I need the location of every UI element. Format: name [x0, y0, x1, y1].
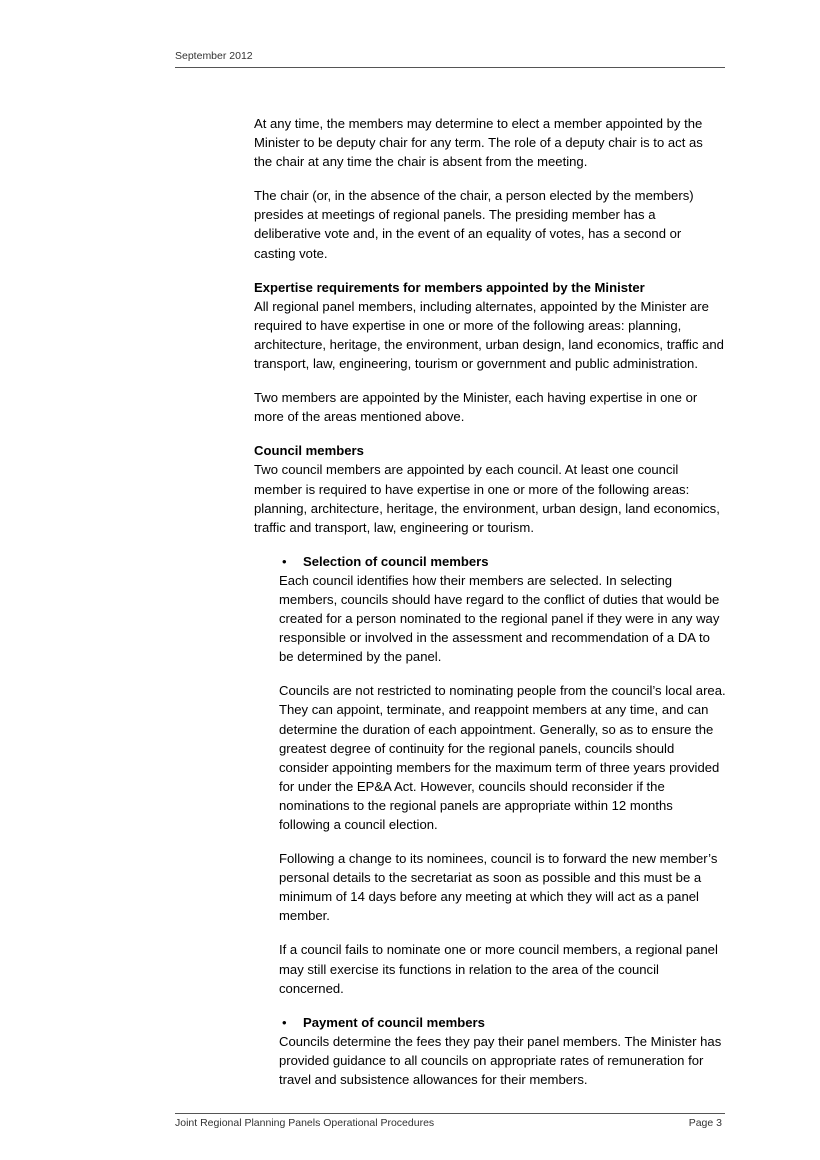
paragraph-expertise: All regional panel members, including alternates, appointed by the Minister are required to have expertise in one or more of the following areas: planning, architecture, heritage, the environment, urban design, land economics, traffic and transport, law, engineering, tourism or government and public administration. [254, 298, 724, 372]
paragraph-two-members: Two members are appointed by the Minister, each having expertise in one or more of the areas mentioned above. [254, 390, 698, 425]
heading-payment-label: Payment of council members [303, 1014, 485, 1030]
heading-council-members: Council members [254, 443, 364, 459]
paragraph-selection-4: If a council fails to nominate one or more council members, a regional panel may still exercise its functions in relation to the area of the council concerned. [279, 942, 718, 996]
heading-payment [278, 1013, 727, 1032]
heading-selection [278, 552, 727, 571]
paragraph-payment: Councils determine the fees they pay their panel members. The Minister has provided guidance to all councils on appropriate rates of remuneration for travel and subsistence allowances for their members. [279, 1033, 722, 1088]
paragraph-council-members: Two council members are appointed by each council. At least one council member is required to have expertise in one or more of the following areas: planning, architecture, heritage, the environment, urban design, land economics, traffic and transport, law, engineering or tourism. [254, 462, 720, 535]
payment-block [279, 1013, 727, 1089]
subsection-selection [279, 552, 727, 1089]
heading-expertise: Expertise requirements for members appointed by the Minister [254, 279, 645, 295]
paragraph-deputy-chair: At any time, the members may determine to elect a member appointed by the Minister to be deputy chair for any term. The role of a deputy chair is to act as the chair at any time the chair is absent from the meeting. [254, 116, 703, 170]
heading-selection-label: Selection of council members [303, 553, 489, 569]
paragraph-selection-2: Councils are not restricted to nominating people from the council’s local area. They can appoint, terminate, and reappoint members at any time, and can determine the duration of each appointment. Generally, so as to ensure the greatest degree of continuity for the regional panels, councils should consider appointing members for the maximum term of three years provided for under the EP&A Act. However, councils should reconsider if the nominations to the regional panels are appropriate within 12 months following a council election. [279, 683, 726, 832]
bullet-symbol: • [282, 553, 287, 569]
footer-document-title: Joint Regional Planning Panels Operational Procedures [175, 1117, 435, 1129]
header-rule [175, 67, 725, 68]
section-expertise [254, 278, 724, 373]
selection-block [279, 552, 727, 667]
paragraph-selection-3: Following a change to its nominees, council is to forward the new member’s personal details to the secretariat as soon as possible and this must be a minimum of 14 days before any meeting at which they will act as a panel member. [279, 851, 718, 924]
paragraph-selection-1: Each council identifies how their members are selected. In selecting members, councils should have regard to the conflict of duties that would be created for a person nominated to the regional panel if they were in any way responsible or involved in the assessment and recommendation of a DA to be determined by the panel. [279, 572, 720, 665]
page-header-date: September 2012 [175, 50, 253, 62]
paragraph-chair: The chair (or, in the absence of the chair, a person elected by the members) presides at meetings of regional panels. The presiding member has a deliberative vote and, in the event of an equality of votes, has a second or casting vote. [254, 188, 694, 261]
footer-page-number: Page 3 [688, 1117, 722, 1129]
bullet-symbol: • [282, 1014, 287, 1030]
document-body [254, 114, 724, 1104]
section-council [254, 441, 724, 536]
footer-rule [175, 1113, 725, 1114]
